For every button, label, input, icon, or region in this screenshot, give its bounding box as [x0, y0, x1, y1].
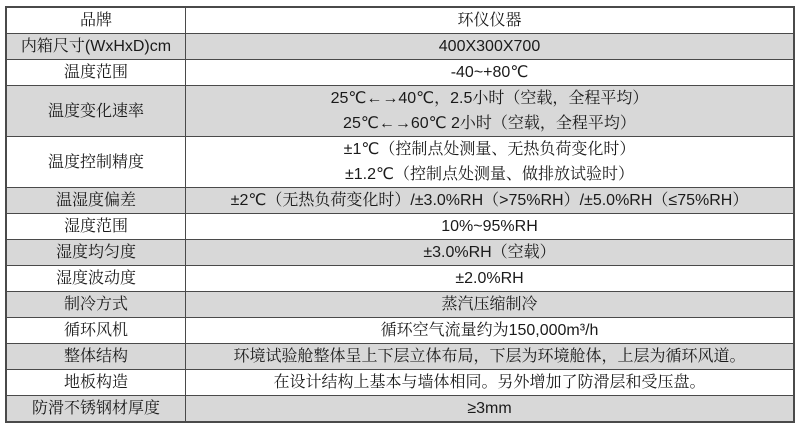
- value-line: 25℃←→40℃，2.5小时（空载，全程平均）: [330, 90, 649, 107]
- table-row: [6, 188, 794, 214]
- spec-sheet: [5, 6, 795, 423]
- row-label: [6, 188, 186, 214]
- row-label: [6, 266, 186, 292]
- table-row: [6, 318, 794, 344]
- value-line: 在设计结构上基本与墙体相同。另外增加了防滑层和受压盘。: [273, 374, 706, 391]
- value-line: ±2℃（无热负荷变化时）/±3.0%RH（>75%RH）/±5.0%RH（≤75%RH）: [230, 192, 749, 209]
- row-label: [6, 137, 186, 188]
- row-label-text: 湿度波动度: [55, 270, 136, 287]
- value-line: 10%~95%RH: [441, 218, 538, 235]
- row-label-text: 地板构造: [63, 374, 128, 391]
- table-row: [6, 266, 794, 292]
- row-label: [6, 292, 186, 318]
- row-label: [6, 34, 186, 60]
- table-row: [6, 7, 794, 34]
- value-line: 25℃←→60℃ 2小时（空载，全程平均）: [343, 115, 636, 132]
- row-label-text: 品牌: [79, 12, 112, 29]
- row-value: [186, 344, 795, 370]
- row-value: [186, 292, 795, 318]
- row-value: [186, 266, 795, 292]
- value-line: ±3.0%RH（空载）: [423, 244, 556, 261]
- value-line: 环境试验舱整体呈上下层立体布局，下层为环境舱体，上层为循环风道。: [233, 348, 746, 365]
- table-row: [6, 34, 794, 60]
- row-label: [6, 344, 186, 370]
- value-line: 400X300X700: [438, 38, 541, 55]
- value-line: 循环空气流量约为150,000m³/h: [380, 322, 599, 339]
- row-label-text: 防滑不锈钢材厚度: [31, 400, 160, 417]
- table-row: [6, 396, 794, 423]
- row-label-text: 湿度范围: [63, 218, 128, 235]
- row-value: [186, 34, 795, 60]
- row-label-text: 温度控制精度: [47, 153, 144, 171]
- row-label-text: 内箱尺寸(WxHxD)cm: [20, 38, 172, 55]
- spec-table: [5, 6, 795, 423]
- row-label: [6, 370, 186, 396]
- table-row: [6, 240, 794, 266]
- row-label-text: 温湿度偏差: [55, 192, 136, 209]
- row-label-text: 温度范围: [63, 64, 128, 81]
- row-label-text: 整体结构: [63, 348, 128, 365]
- table-row: [6, 292, 794, 318]
- row-label: [6, 86, 186, 137]
- row-value: [186, 7, 795, 34]
- row-value: [186, 86, 795, 137]
- row-label: [6, 240, 186, 266]
- value-line: 环仪仪器: [457, 12, 522, 29]
- table-row: [6, 370, 794, 396]
- row-value: [186, 318, 795, 344]
- row-value: [186, 396, 795, 423]
- row-label-text: 制冷方式: [63, 296, 128, 313]
- row-label-text: 温度变化速率: [47, 102, 144, 120]
- table-row: [6, 60, 794, 86]
- value-line: ±2.0%RH: [455, 270, 524, 287]
- row-value: [186, 188, 795, 214]
- row-value: [186, 137, 795, 188]
- row-label: [6, 396, 186, 423]
- row-label: [6, 7, 186, 34]
- table-row: [6, 344, 794, 370]
- row-value: [186, 214, 795, 240]
- value-line: 蒸汽压缩制冷: [441, 296, 538, 313]
- value-line: ±1.2℃（控制点处测量、做排放试验时）: [345, 166, 634, 183]
- table-row: [6, 137, 794, 188]
- table-row: [6, 214, 794, 240]
- row-value: [186, 240, 795, 266]
- row-label: [6, 214, 186, 240]
- row-label: [6, 318, 186, 344]
- value-line: ≥3mm: [467, 400, 512, 417]
- row-label: [6, 60, 186, 86]
- row-value: [186, 370, 795, 396]
- row-value: [186, 60, 795, 86]
- row-label-text: 循环风机: [63, 322, 128, 339]
- value-line: ±1℃（控制点处测量、无热负荷变化时）: [343, 141, 636, 158]
- row-label-text: 湿度均匀度: [55, 244, 136, 261]
- table-row: [6, 86, 794, 137]
- value-line: -40~+80℃: [450, 64, 529, 81]
- spec-table-body: [6, 7, 794, 422]
